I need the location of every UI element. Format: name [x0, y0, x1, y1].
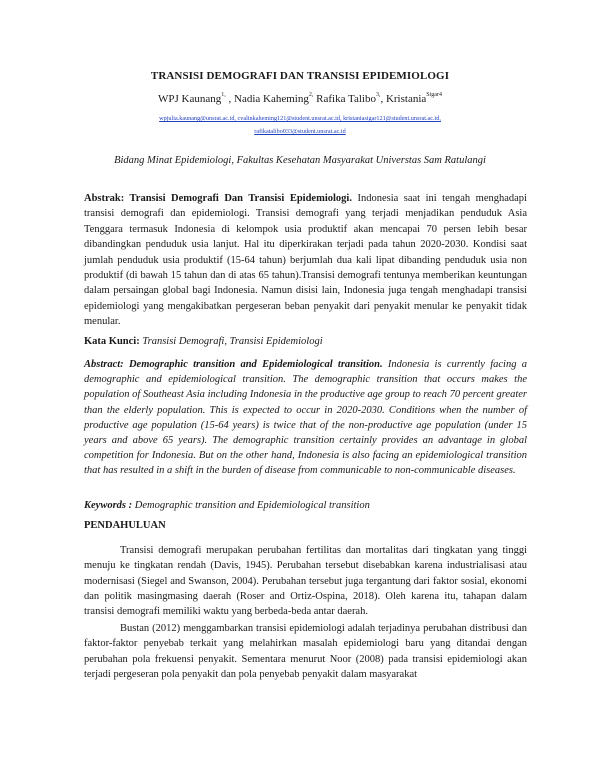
abstract-indonesian [84, 191, 527, 330]
keywords-label: Keywords : [84, 500, 133, 511]
email-link[interactable]: wpjulia.kaunang@unsrat.ac.id [159, 115, 235, 122]
email-line [0, 128, 600, 135]
author-name: Kristania [385, 93, 427, 105]
paragraph-text: Transisi demografi merupakan perubahan fertilitas dan mortalitas dari tingkatan yang tinggi menuju ke tingkatan rendah (Davis, 1945). Perubahan tersebut disebabkan karena industrialisasi atau modernisasi (Siegel and Swanson, 2004). Perubahan tersebut juga tergantung dari faktor sosial, ekonomi dan politik masingmasing daerah (Roser and Ortiz-Ospina, 2018). Oleh karena itu, tahapan dalam transisi demografi memiliki waktu yang berbeda-beda antar daerah. [84, 545, 527, 618]
keywords-label: Kata Kunci: [84, 336, 140, 347]
author-name: WPJ Kaunang [158, 93, 222, 105]
author-affiliation-mark: 3, [375, 92, 381, 98]
body-paragraph [84, 543, 527, 619]
author-line: WPJ Kaunang$^{1,}$ , Nadia Kaheming$^{2,}$ Rafika Talibo$^{3,}$, Kristania$^{Sigar4}$ [158, 92, 442, 105]
affiliation: Bidang Minat Epidemiologi, Fakultas Kesehatan Masyarakat Universtas Sam Ratulangi [114, 155, 486, 166]
keywords-indonesian [84, 334, 527, 349]
abstract-text: Indonesia is currently facing a demographic and epidemiological transition. The demographic transition that occurs makes the population of Southeast Asia including Indonesia in the productive age group to reach 70 percent greater than the elderly population. This is expected to occur in 2020-2030. Conditions when the number of productive age population (15-64 years) is twice that of the non-productive age population (under 15 years and above 65 years). The demographic transition certainly provides an advantage in global competition for Indonesia. But on the other hand, Indonesia is also facing an epidemiological transition that has resulted in a shift in the burden of disease from communicable to non-communicable diseases. [84, 359, 527, 477]
paragraph-text: Bustan (2012) menggambarkan transisi epidemiologi adalah terjadinya perubahan distribusi dan faktor-faktor penyebab terkait yang melahirkan masalah epidemiologi baru yang ditandai dengan perubahan pola frekuensi penyakit. Sementara menurut Noor (2008) pada transisi epidemiologi akan terjadi pergeseran pola penyakit dan pola penyebab penyakit dalam masyarakat [84, 623, 527, 680]
author-affiliation-mark: 1, [221, 92, 226, 98]
author-affiliation-mark: 2, [308, 92, 314, 98]
author-name: Nadia Kaheming [234, 93, 309, 105]
section-heading: PENDAHULUAN [84, 520, 166, 531]
abstract-text: Indonesia saat ini tengah menghadapi transisi demografi dan epidemiologi. Transisi demografi yang terjadi menjadikan penduduk Asia Tenggara termasuk Indonesia di kelompok usia produktif akan mencapai 70 persen lebih besar dibandingkan penduduk usia lanjut. Hal itu diperkirakan terjadi pada tahun 2020-2030. Kondisi saat jumlah penduduk usia produktif (15-64 tahun) berjumlah dua kali lipat dibanding penduduk usia non produktif (di bawah 15 tahun dan di atas 65 tahun).Transisi demografi tentunya memberikan keuntungan dalam persaingan global bagi Indonesia. Namun disisi lain, Indonesia juga tengah menghadapi transisi epidemiologi yang mengakibatkan pergeseran beban penyakit dari penyakit menular ke penyakit tidak menular. [84, 193, 527, 328]
keywords-text: Transisi Demografi, Transisi Epidemiologi [139, 336, 323, 347]
email-line: wpjulia.kaunang@unsrat.ac.id, cvalinkaheming121@student.unsrat.ac.id, kristaniasigar121@student.unsrat.ac.id, [159, 115, 441, 122]
email-link[interactable]: rafikatalibo033@student.unsrat.ac.id [254, 128, 346, 135]
keywords-text: Demographic transition and Epidemiological transition [132, 500, 370, 511]
abstract-label: Abstract: Demographic transition and Epidemiological transition [84, 359, 380, 370]
author-name: Rafika Talibo [316, 93, 376, 105]
email-link[interactable]: kristaniasigar121@student.unsrat.ac.id [343, 115, 440, 122]
abstract-label: Abstrak: Transisi Demografi Dan Transisi Epidemiologi. [84, 193, 352, 204]
abstract-english: Abstract: Demographic transition and Epidemiological transition. Indonesia is currently facing a demographic and epidemiological transition. The demographic transition that occurs makes the population of Southeast Asia including Indonesia in the productive age group to reach 70 percent greater than the elderly population. This is expected to occur in 2020-2030. Conditions when the number of productive age population (15-64 years) is twice that of the non-productive age population (under 15 years and above 65 years). The demographic transition certainly provides an advantage in global competition for Indonesia. But on the other hand, Indonesia is also facing an epidemiological transition that has resulted in a shift in the burden of disease from communicable to non-communicable diseases. [84, 359, 527, 477]
body-paragraph [84, 621, 527, 682]
email-link[interactable]: cvalinkaheming121@student.unsrat.ac.id [237, 115, 340, 122]
paper-title: TRANSISI DEMOGRAFI DAN TRANSISI EPIDEMIOLOGI [150, 70, 450, 82]
author-affiliation-mark: Sigar4 [426, 92, 442, 98]
keywords-english [84, 498, 527, 513]
